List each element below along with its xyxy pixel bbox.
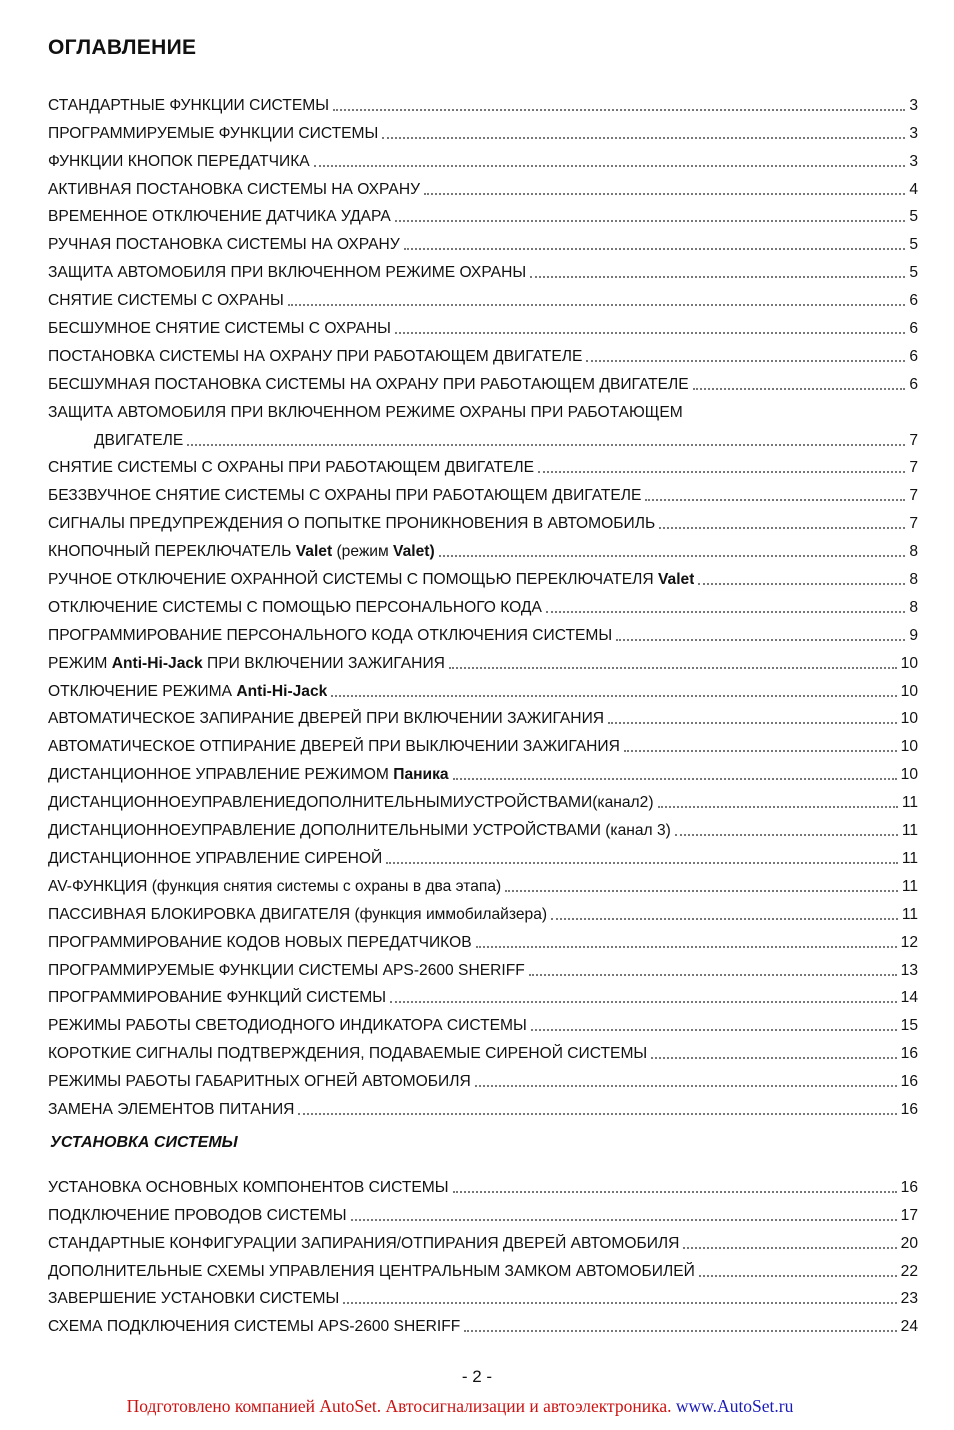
toc-entry-page: 24 bbox=[900, 1318, 918, 1336]
toc-entry bbox=[48, 200, 918, 228]
toc-entry bbox=[48, 506, 918, 534]
toc-entry-title: БЕЗЗВУЧНОЕ СНЯТИЕ СИСТЕМЫ С ОХРАНЫ ПРИ РАБОТАЮЩЕМ ДВИГАТЕЛЕ bbox=[48, 487, 642, 505]
toc-entry bbox=[48, 702, 918, 730]
toc-entry-page: 11 bbox=[901, 849, 918, 867]
toc-entry bbox=[48, 981, 918, 1009]
toc-entry-title-part: РУЧНОЕ ОТКЛЮЧЕНИЕ ОХРАННОЙ СИСТЕМЫ С ПОМОЩЬЮ ПЕРЕКЛЮЧАТЕЛЯ bbox=[48, 571, 659, 589]
toc-entry-page: 23 bbox=[900, 1290, 918, 1308]
toc-entry bbox=[48, 283, 918, 311]
dot-leader bbox=[298, 1113, 896, 1115]
toc-entry bbox=[48, 869, 918, 897]
toc-entry-title: ЗАЩИТА АВТОМОБИЛЯ ПРИ ВКЛЮЧЕННОМ РЕЖИМЕ ОХРАНЫ ПРИ РАБОТАЮЩЕМ bbox=[48, 403, 683, 421]
toc-entry bbox=[48, 227, 918, 255]
dot-leader bbox=[453, 778, 897, 780]
toc-entry bbox=[48, 478, 918, 506]
toc-entry-title bbox=[48, 682, 327, 702]
dot-leader bbox=[395, 332, 905, 334]
toc-entry-page: 4 bbox=[909, 180, 918, 198]
toc-entry bbox=[48, 1092, 918, 1120]
toc-entry-title-part: ДИСТАНЦИОННОЕ УПРАВЛЕНИЕ РЕЖИМОМ bbox=[48, 766, 394, 784]
toc-entry-title: АВТОМАТИЧЕСКОЕ ОТПИРАНИЕ ДВЕРЕЙ ПРИ ВЫКЛЮЧЕНИИ ЗАЖИГАНИЯ bbox=[48, 738, 620, 756]
toc-entry-title-bold: Anti-Hi-Jack bbox=[111, 654, 203, 672]
page-number: - 2 - bbox=[461, 1367, 493, 1386]
toc-entry-title: ЗАЩИТА АВТОМОБИЛЯ ПРИ ВКЛЮЧЕННОМ РЕЖИМЕ ОХРАНЫ bbox=[48, 264, 527, 282]
toc-entry bbox=[48, 785, 918, 813]
dot-leader bbox=[529, 974, 897, 976]
toc-entry bbox=[48, 1309, 918, 1337]
toc-entry-page: 13 bbox=[900, 961, 918, 979]
toc-entry-title: ФУНКЦИИ КНОПОК ПЕРЕДАТЧИКА bbox=[48, 152, 310, 170]
toc-entry-page: 7 bbox=[909, 431, 918, 449]
toc-entry-page: 11 bbox=[901, 905, 918, 923]
toc-entry bbox=[48, 1198, 918, 1226]
toc-entry-title: СНЯТИЕ СИСТЕМЫ С ОХРАНЫ bbox=[48, 292, 284, 310]
toc-entry-page: 8 bbox=[909, 598, 918, 616]
toc-entry bbox=[48, 534, 918, 562]
toc-entry-title: СНЯТИЕ СИСТЕМЫ С ОХРАНЫ ПРИ РАБОТАЮЩЕМ ДВИГАТЕЛЕ bbox=[48, 459, 535, 477]
toc-entry-title bbox=[48, 654, 445, 674]
dot-leader bbox=[546, 611, 905, 613]
toc-entry-title: РЕЖИМЫ РАБОТЫ ГАБАРИТНЫХ ОГНЕЙ АВТОМОБИЛЯ bbox=[48, 1073, 471, 1091]
toc-entry-title-bold: Valet) bbox=[393, 543, 435, 561]
toc-entry-page: 14 bbox=[900, 989, 918, 1007]
dot-leader bbox=[439, 555, 906, 557]
dot-leader bbox=[693, 388, 906, 390]
toc-entry-page: 9 bbox=[909, 626, 918, 644]
toc-entry-page: 22 bbox=[900, 1262, 918, 1280]
dot-leader bbox=[351, 1219, 897, 1221]
toc-entry bbox=[48, 1008, 918, 1036]
toc-entry bbox=[48, 255, 918, 283]
toc-entry bbox=[48, 646, 918, 674]
dot-leader bbox=[608, 722, 897, 724]
dot-leader bbox=[476, 946, 897, 948]
dot-leader bbox=[698, 583, 905, 585]
toc-entry bbox=[48, 144, 918, 172]
toc-entry bbox=[48, 562, 918, 590]
toc-entry bbox=[48, 88, 918, 116]
toc-entry-title: AV-ФУНКЦИЯ (функция снятия системы с охраны в два этапа) bbox=[48, 877, 502, 895]
dot-leader bbox=[187, 444, 905, 446]
toc-entry-title-part: ПРИ ВКЛЮЧЕНИИ ЗАЖИГАНИЯ bbox=[202, 654, 445, 672]
toc-entry-page: 11 bbox=[901, 794, 918, 812]
toc-entry-title: РУЧНАЯ ПОСТАНОВКА СИСТЕМЫ НА ОХРАНУ bbox=[48, 236, 400, 254]
section-title: УСТАНОВКА СИСТЕМЫ bbox=[50, 1134, 238, 1151]
toc-entry bbox=[48, 367, 918, 395]
toc-entry-page: 8 bbox=[909, 571, 918, 589]
toc-entry-title: ПРОГРАММИРУЕМЫЕ ФУНКЦИИ СИСТЕМЫ APS-2600 SHERIFF bbox=[48, 961, 525, 979]
toc-entry-page: 3 bbox=[909, 152, 918, 170]
toc-entry bbox=[48, 1282, 918, 1310]
toc-entry-page: 7 bbox=[909, 515, 918, 533]
toc-entry bbox=[48, 451, 918, 479]
dot-leader bbox=[651, 1057, 896, 1059]
toc-entry-title bbox=[48, 765, 449, 785]
dot-leader bbox=[333, 109, 905, 111]
toc-entry-page: 6 bbox=[909, 320, 918, 338]
toc-entry-title bbox=[48, 570, 694, 590]
dot-leader bbox=[390, 1001, 897, 1003]
toc-entry-page: 6 bbox=[909, 347, 918, 365]
toc-entry-page: 16 bbox=[900, 1100, 918, 1118]
dot-leader bbox=[683, 1247, 896, 1249]
toc-entry bbox=[48, 897, 918, 925]
dot-leader bbox=[404, 248, 906, 250]
toc-entry-title: ЗАВЕРШЕНИЕ УСТАНОВКИ СИСТЕМЫ bbox=[48, 1290, 340, 1308]
toc-entry-title-part: КНОПОЧНЫЙ ПЕРЕКЛЮЧАТЕЛЬ bbox=[48, 543, 296, 561]
dot-leader bbox=[449, 667, 897, 669]
toc-entry bbox=[48, 311, 918, 339]
toc-entry bbox=[48, 172, 918, 200]
toc-entry-page: 10 bbox=[900, 738, 918, 756]
dot-leader bbox=[505, 890, 898, 892]
dot-leader bbox=[331, 695, 896, 697]
toc-entry-title-bold: Valet bbox=[658, 571, 695, 589]
toc-entry-page: 10 bbox=[900, 682, 918, 700]
toc-entry-title: ПРОГРАММИРОВАНИЕ ФУНКЦИЙ СИСТЕМЫ bbox=[48, 989, 387, 1007]
toc-entry-title-bold: Valet bbox=[295, 543, 333, 561]
dot-leader bbox=[382, 137, 905, 139]
toc-entry-page: 5 bbox=[909, 236, 918, 254]
footer-text: Подготовлено компанией AutoSet. Автосигнализации и автоэлектроника. bbox=[126, 1396, 676, 1416]
toc-entry-title-part: (режим bbox=[332, 543, 394, 561]
toc-entry bbox=[48, 953, 918, 981]
toc-entry-page: 15 bbox=[900, 1017, 918, 1035]
toc-entry-title: БЕСШУМНАЯ ПОСТАНОВКА СИСТЕМЫ НА ОХРАНУ ПРИ РАБОТАЮЩЕМ ДВИГАТЕЛЕ bbox=[48, 375, 689, 393]
toc-entry bbox=[48, 813, 918, 841]
dot-leader bbox=[530, 276, 905, 278]
toc-entry bbox=[48, 1226, 918, 1254]
toc-entry-title: ПРОГРАММИРУЕМЫЕ ФУНКЦИИ СИСТЕМЫ bbox=[48, 124, 379, 142]
toc-entry-title: АВТОМАТИЧЕСКОЕ ЗАПИРАНИЕ ДВЕРЕЙ ПРИ ВКЛЮЧЕНИИ ЗАЖИГАНИЯ bbox=[48, 710, 605, 728]
toc-entry-page: 17 bbox=[900, 1206, 918, 1224]
toc-entry-title: СИГНАЛЫ ПРЕДУПРЕЖДЕНИЯ О ПОПЫТКЕ ПРОНИКНОВЕНИЯ В АВТОМОБИЛЬ bbox=[48, 515, 656, 533]
toc-entry-title-bold: Паника bbox=[393, 766, 449, 784]
dot-leader bbox=[699, 1275, 897, 1277]
toc-entry bbox=[48, 674, 918, 702]
toc-entry-title: АКТИВНАЯ ПОСТАНОВКА СИСТЕМЫ НА ОХРАНУ bbox=[48, 180, 420, 198]
dot-leader bbox=[464, 1330, 896, 1332]
toc-entry-title: ЗАМЕНА ЭЛЕМЕНТОВ ПИТАНИЯ bbox=[48, 1100, 295, 1118]
dot-leader bbox=[424, 193, 905, 195]
toc-entry-title: СТАНДАРТНЫЕ ФУНКЦИИ СИСТЕМЫ bbox=[48, 96, 330, 114]
toc-entry-page: 8 bbox=[909, 543, 918, 561]
toc-entry-title: ДИСТАНЦИОННОЕУПРАВЛЕНИЕДОПОЛНИТЕЛЬНЫМИУСТРОЙСТВАМИ(канал2) bbox=[48, 794, 654, 812]
toc-entry-page: 3 bbox=[909, 124, 918, 142]
toc-entry-title: ПОСТАНОВКА СИСТЕМЫ НА ОХРАНУ ПРИ РАБОТАЮЩЕМ ДВИГАТЕЛЕ bbox=[48, 347, 583, 365]
toc-entry-title: ДВИГАТЕЛЕ bbox=[94, 431, 184, 449]
dot-leader bbox=[538, 471, 905, 473]
toc-entry-title: ПРОГРАММИРОВАНИЕ ПЕРСОНАЛЬНОГО КОДА ОТКЛЮЧЕНИЯ СИСТЕМЫ bbox=[48, 626, 613, 644]
toc-entry-title: ПРОГРАММИРОВАНИЕ КОДОВ НОВЫХ ПЕРЕДАТЧИКОВ bbox=[48, 933, 472, 951]
toc-entry-title-part: ОТКЛЮЧЕНИЕ РЕЖИМА bbox=[48, 682, 237, 700]
toc-entry-page: 5 bbox=[909, 264, 918, 282]
footer-link[interactable]: www.AutoSet.ru bbox=[675, 1396, 794, 1416]
dot-leader bbox=[453, 1191, 897, 1193]
dot-leader bbox=[395, 220, 906, 222]
toc-entry-page: 10 bbox=[900, 710, 918, 728]
toc-entry-page: 6 bbox=[909, 292, 918, 310]
toc-entry-title: ДИСТАНЦИОННОЕУПРАВЛЕНИЕ ДОПОЛНИТЕЛЬНЫМИ УСТРОЙСТВАМИ (канал 3) bbox=[48, 822, 671, 840]
toc-entry bbox=[48, 339, 918, 367]
toc-entry-page: 11 bbox=[901, 822, 918, 840]
toc-entry-title: ПАССИВНАЯ БЛОКИРОВКА ДВИГАТЕЛЯ (функция иммобилайзера) bbox=[48, 905, 548, 923]
dot-leader bbox=[645, 499, 905, 501]
table-of-contents bbox=[48, 88, 918, 1120]
toc-entry-page: 12 bbox=[900, 933, 918, 951]
toc-entry-continuation bbox=[48, 423, 918, 451]
toc-entry bbox=[48, 1064, 918, 1092]
toc-entry-title bbox=[48, 542, 435, 562]
toc-entry-title: ДИСТАНЦИОННОЕ УПРАВЛЕНИЕ СИРЕНОЙ bbox=[48, 849, 383, 867]
toc-entry-title: ДОПОЛНИТЕЛЬНЫЕ СХЕМЫ УПРАВЛЕНИЯ ЦЕНТРАЛЬНЫМ ЗАМКОМ АВТОМОБИЛЕЙ bbox=[48, 1262, 695, 1280]
table-of-contents-installation bbox=[48, 1170, 918, 1337]
toc-entry bbox=[48, 729, 918, 757]
toc-entry-page: 16 bbox=[900, 1045, 918, 1063]
toc-entry-page: 5 bbox=[909, 208, 918, 226]
toc-entry bbox=[48, 1036, 918, 1064]
dot-leader bbox=[288, 304, 906, 306]
dot-leader bbox=[531, 1029, 897, 1031]
toc-entry-page: 16 bbox=[900, 1178, 918, 1196]
dot-leader bbox=[624, 750, 897, 752]
toc-entry-page: 10 bbox=[900, 654, 918, 672]
toc-entry bbox=[48, 1254, 918, 1282]
toc-entry-page: 16 bbox=[900, 1073, 918, 1091]
toc-entry bbox=[48, 116, 918, 144]
toc-entry-page: 3 bbox=[909, 96, 918, 114]
footer bbox=[0, 1396, 920, 1417]
toc-entry bbox=[48, 618, 918, 646]
toc-entry-title: РЕЖИМЫ РАБОТЫ СВЕТОДИОДНОГО ИНДИКАТОРА СИСТЕМЫ bbox=[48, 1017, 527, 1035]
dot-leader bbox=[343, 1302, 896, 1304]
toc-entry-title-part: РЕЖИМ bbox=[48, 654, 112, 672]
toc-entry bbox=[48, 1170, 918, 1198]
dot-leader bbox=[551, 918, 898, 920]
toc-entry-title: СТАНДАРТНЫЕ КОНФИГУРАЦИИ ЗАПИРАНИЯ/ОТПИРАНИЯ ДВЕРЕЙ АВТОМОБИЛЯ bbox=[48, 1234, 680, 1252]
toc-entry-page: 6 bbox=[909, 375, 918, 393]
toc-entry-page: 10 bbox=[900, 766, 918, 784]
dot-leader bbox=[658, 806, 898, 808]
toc-entry bbox=[48, 757, 918, 785]
dot-leader bbox=[386, 862, 898, 864]
page-title: ОГЛАВЛЕНИЕ bbox=[48, 36, 197, 59]
toc-entry bbox=[48, 841, 918, 869]
dot-leader bbox=[616, 639, 905, 641]
toc-entry-title: КОРОТКИЕ СИГНАЛЫ ПОДТВЕРЖДЕНИЯ, ПОДАВАЕМЫЕ СИРЕНОЙ СИСТЕМЫ bbox=[48, 1045, 648, 1063]
dot-leader bbox=[675, 834, 898, 836]
dot-leader bbox=[475, 1085, 897, 1087]
toc-entry bbox=[48, 925, 918, 953]
toc-entry-page: 7 bbox=[909, 487, 918, 505]
toc-entry-title: ВРЕМЕННОЕ ОТКЛЮЧЕНИЕ ДАТЧИКА УДАРА bbox=[48, 208, 391, 226]
toc-entry-page: 7 bbox=[909, 459, 918, 477]
dot-leader bbox=[314, 165, 906, 167]
toc-entry-title: ОТКЛЮЧЕНИЕ СИСТЕМЫ С ПОМОЩЬЮ ПЕРСОНАЛЬНОГО КОДА bbox=[48, 598, 542, 616]
toc-entry bbox=[48, 590, 918, 618]
toc-entry-title: УСТАНОВКА ОСНОВНЫХ КОМПОНЕНТОВ СИСТЕМЫ bbox=[48, 1178, 449, 1196]
toc-entry-title: БЕСШУМНОЕ СНЯТИЕ СИСТЕМЫ С ОХРАНЫ bbox=[48, 320, 391, 338]
toc-entry-title: СХЕМА ПОДКЛЮЧЕНИЯ СИСТЕМЫ APS-2600 SHERIFF bbox=[48, 1318, 461, 1336]
toc-entry-page: 20 bbox=[900, 1234, 918, 1252]
toc-entry-page: 11 bbox=[901, 877, 918, 895]
dot-leader bbox=[586, 360, 905, 362]
toc-entry bbox=[48, 395, 918, 423]
dot-leader bbox=[659, 527, 905, 529]
toc-entry-title-bold: Anti-Hi-Jack bbox=[236, 682, 328, 700]
toc-entry-title: ПОДКЛЮЧЕНИЕ ПРОВОДОВ СИСТЕМЫ bbox=[48, 1206, 347, 1224]
